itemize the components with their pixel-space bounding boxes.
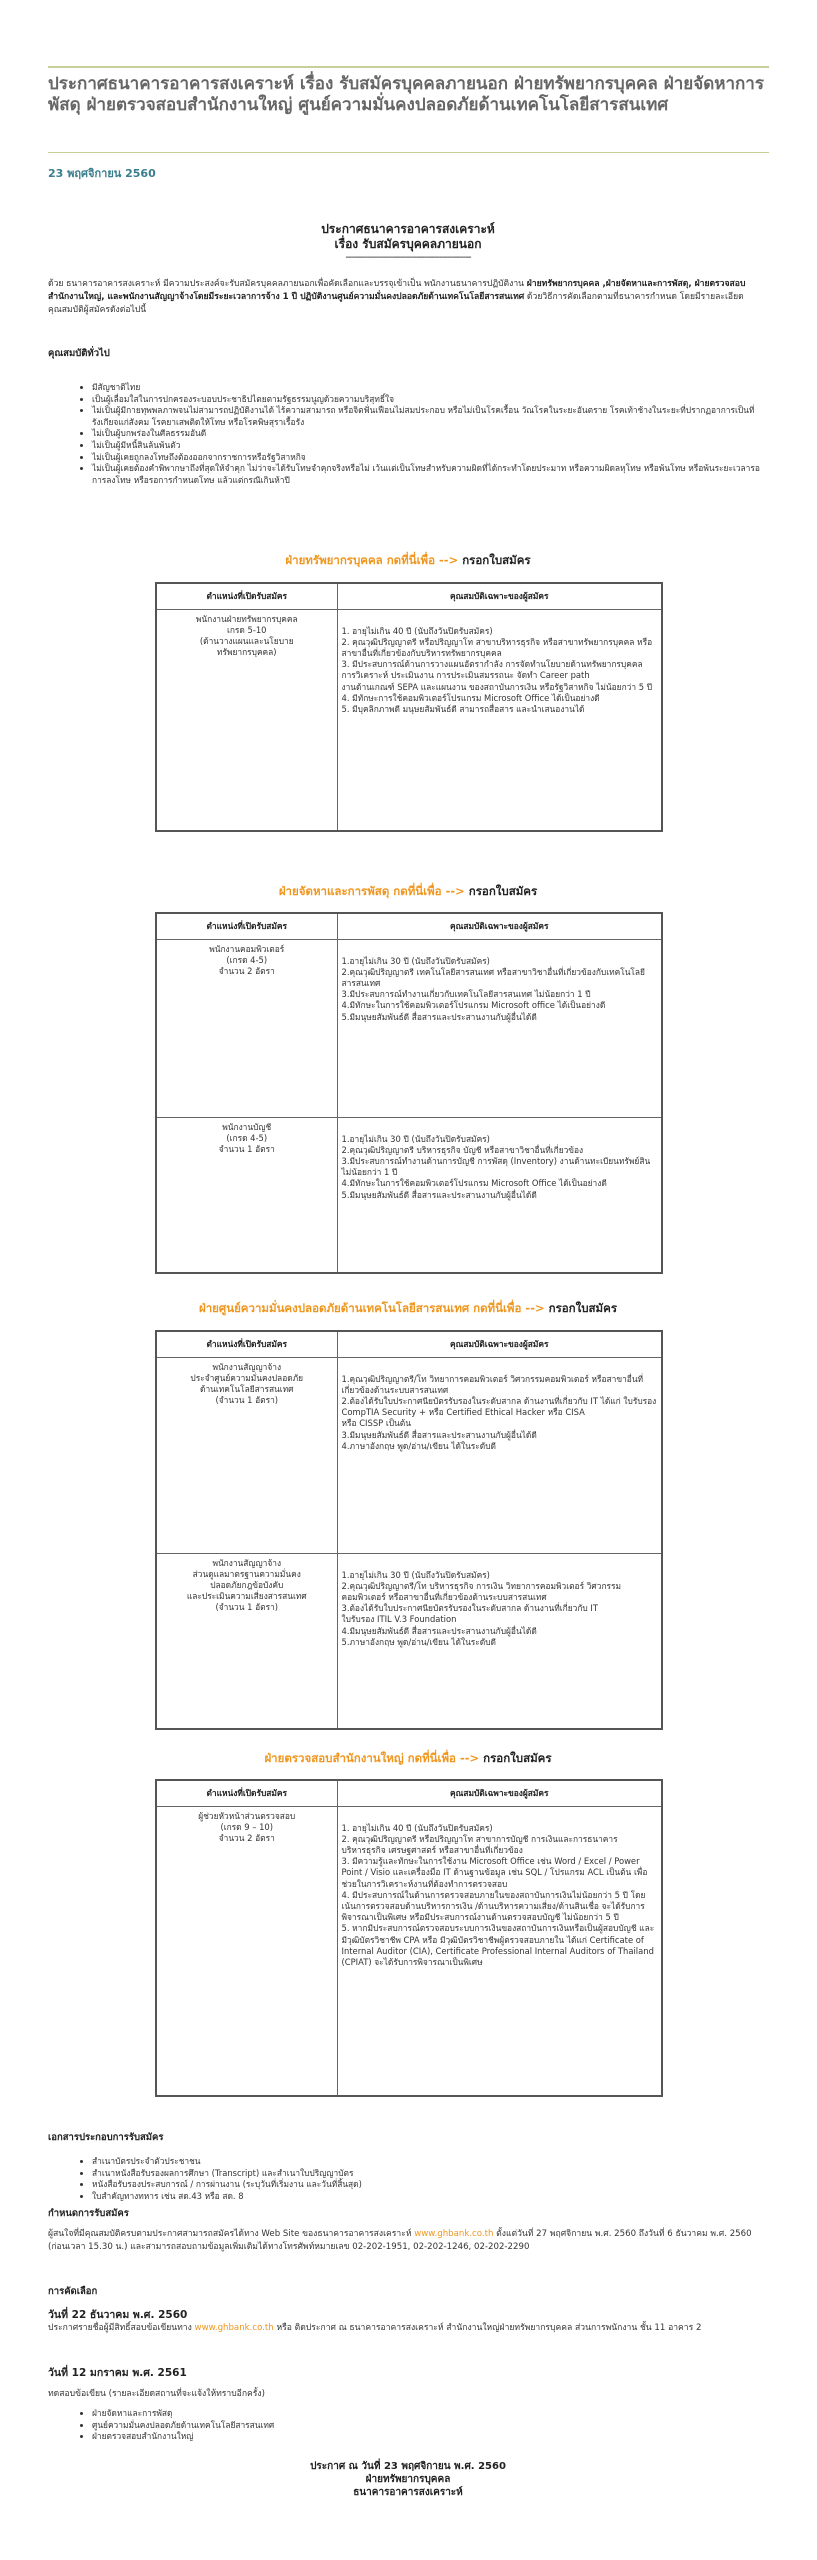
position-line: พนักงานบัญชี <box>222 1121 272 1132</box>
qualification-line: 5. หากมีประสบการณ์ตรวจสอบระบบการเงินของสถาบันการเงินหรือเป็นผู้สอบบัญชี และมีวุฒิบัตรวิชาชีพ CPA หรือ มีวุฒิบัตรวิชาชีพผู้ตรวจสอบภายใน ได้แก่ Certificate of Internal Auditor (CIA), Certificate Professional Internal Auditors of Thailand (CPIAT) จะได้รับการพิจารณาเป็นพิเศษ <box>341 1923 655 1967</box>
qualification-line: 3. มีประสบการณ์ด้านการวางแผนอัตรากำลัง การจัดทำนโยบายด้านทรัพยากรบุคคล <box>341 659 643 670</box>
post-date: 23 พฤศจิกายน 2560 <box>48 167 156 180</box>
qualification-line: 3.มีประสบการณ์ทำงานด้านการบัญชี การพัสดุ (Inventory) งานด้านทะเบียนทรัพย์สินไม่น้อยกว่า 1 ปี <box>341 1155 651 1178</box>
position-cell <box>156 1117 337 1273</box>
website-link[interactable]: www.ghbank.co.th <box>414 2229 494 2239</box>
intro-lead: ด้วย ธนาคารอาคารสงเคราะห์ มีความประสงค์จะรับสมัครบุคคลภายนอกเพื่อคัดเลือกและบรรจุเข้าเป็น พนักงานธนาคารปฏิบัติงาน <box>48 279 527 289</box>
table-header-position: ตำแหน่งที่เปิดรับสมัคร <box>156 583 337 609</box>
qualification-line: 4.ภาษาอังกฤษ พูด/อ่าน/เขียน ได้ในระดับดี <box>341 1440 496 1451</box>
position-line: ปลอดภัยกฎข้อบังคับ <box>210 1579 284 1590</box>
table-header-position: ตำแหน่งที่เปิดรับสมัคร <box>156 1331 337 1357</box>
announcement-footer <box>48 2460 768 2499</box>
apply-form-link[interactable]: กรอกใบสมัคร <box>462 553 531 567</box>
selection-label: การคัดเลือก <box>48 2286 98 2297</box>
qualification-line: 4. มีทักษะการใช้คอมพิวเตอร์โปรแกรม Microsoft Office ได้เป็นอย่างดี <box>341 692 600 703</box>
selection-date-1: วันที่ 22 ธันวาคม พ.ศ. 2560 <box>48 2309 188 2321</box>
click-text: กดที่นี่เพื่อ --> <box>382 553 463 567</box>
table-header-position: ตำแหน่งที่เปิดรับสมัคร <box>156 1780 337 1806</box>
list-item: • ไม่เป็นผู้มีกายทุพพลภาพจนไม่สามารถปฏิบัติงานได้ ไร้ความสามารถ หรือจิตฟั่นเฟือนไม่สมประกอบ หรือไม่เป็นโรคเรื้อน วัณโรคในระยะอันตราย โรคเท้าช้างในระยะที่ปรากฏอาการเป็นที่รังเกียจแก่สังคม โรคยาเสพติดให้โทษ หรือโรคพิษสุราเรื้อรัง <box>92 405 768 428</box>
position-line: (เกรด 4-5) <box>226 1132 268 1143</box>
position-line: ด้านเทคโนโลยีสารสนเทศ <box>200 1383 294 1394</box>
apply-form-link[interactable]: กรอกใบสมัคร <box>468 884 538 898</box>
department-link-it-security[interactable] <box>199 1301 549 1315</box>
qualification-line: 5.มีมนุษยสัมพันธ์ดี สื่อสารและประสานงานกับผู้อื่นได้ดี <box>341 1189 537 1200</box>
list-item: • มีสัญชาติไทย <box>92 382 768 394</box>
position-line: (จำนวน 1 อัตรา) <box>215 1602 279 1613</box>
table-header-position: ตำแหน่งที่เปิดรับสมัคร <box>156 913 337 939</box>
application-text-lead: ผู้สนใจที่มีคุณสมบัติครบตามประกาศสามารถสมัครได้ทาง Web Site ของธนาคารอาคารสงเคราะห์ <box>48 2229 415 2239</box>
table-header-qualification: คุณสมบัติเฉพาะของผู้สมัคร <box>337 913 662 939</box>
list-item: • ฝ่ายจัดหาและการพัสดุ <box>92 2408 768 2420</box>
general-qualifications-label: คุณสมบัติทั่วไป <box>48 348 110 359</box>
qualification-line: 4.มีทักษะในการใช้คอมพิวเตอร์โปรแกรม Microsoft Office ได้เป็นอย่างดี <box>341 1178 607 1189</box>
position-line: ทรัพยากรบุคคล) <box>216 647 277 658</box>
qualification-line: 1.อายุไม่เกิน 30 ปี (นับถึงวันปิดรับสมัคร) <box>341 955 490 966</box>
page-title: ประกาศธนาคารอาคารสงเคราะห์ เรื่อง รับสมัครบุคคลภายนอก ฝ่ายทรัพยากรบุคคล ฝ่ายจัดหาการพัสดุ ฝ่ายตรวจสอบสำนักงานใหญ่ ศูนย์ความมั่นคงปลอดภัยด้านเทคโนโลยีสารสนเทศ <box>48 74 764 115</box>
documents-label: เอกสารประกอบการรับสมัคร <box>48 2132 164 2143</box>
position-line: (ด้านวางแผนและนโยบาย <box>199 635 294 646</box>
list-item: • ศูนย์ความมั่นคงปลอดภัยด้านเทคโนโลยีสารสนเทศ <box>92 2420 768 2432</box>
department-name: ฝ่ายศูนย์ความมั่นคงปลอดภัยด้านเทคโนโลยีสารสนเทศ <box>198 1301 470 1315</box>
top-divider <box>48 66 769 68</box>
qualification-line: 4. มีประสบการณ์ในด้านการตรวจสอบภายในของสถาบันการเงินไม่น้อยกว่า 5 ปี โดยเน้นการตรวจสอบด้านบริหารการเงิน /ด้านบริหารความเสี่ยง/ด้านสินเชื่อ จะได้รับการพิจารณาเป็นพิเศษ หรือมีประสบการณ์งานด้านตรวจสอบบัญชี ไม่น้อยกว่า 5 ปี <box>341 1889 646 1923</box>
table-header-qualification: คุณสมบัติเฉพาะของผู้สมัคร <box>337 1331 662 1357</box>
selection-paragraph-1 <box>48 2322 768 2335</box>
qualification-line: 4.มีมนุษยสัมพันธ์ดี สื่อสารและประสานงานกับผู้อื่นได้ดี <box>341 1625 537 1636</box>
positions-table-procurement <box>155 912 663 1274</box>
department-name: ฝ่ายทรัพยากรบุคคล <box>285 553 383 567</box>
general-qualifications-list <box>48 382 768 486</box>
qualification-line: 1. อายุไม่เกิน 40 ปี (นับถึงวันปิดรับสมัคร) <box>341 625 493 636</box>
position-line: จำนวน 1 อัตรา <box>218 1143 275 1154</box>
list-item: • ไม่เป็นผู้มีหนี้สินล้นพ้นตัว <box>92 440 768 452</box>
list-item: • สำเนาบัตรประจำตัวประชาชน <box>92 2156 768 2168</box>
position-line: จำนวน 2 อัตรา <box>218 965 275 976</box>
department-link-audit[interactable] <box>264 1751 483 1765</box>
intro-bold: ฝ่ายทรัพยากรบุคคล ,ฝ่ายจัดหาและการพัสดุ, ฝ่ายตรวจสอบสำนักงานใหญ่, และพนักงานสัญญาจ้างโดยมีระยะเวลาการจ้าง 1 ปี ปฏิบัติงานศูนย์ความมั่นคงปลอดภัยด้านเทคโนโลยีสารสนเทศ <box>48 279 746 302</box>
click-text: กดที่นี่เพื่อ --> <box>469 1301 549 1315</box>
position-cell <box>156 939 337 1117</box>
position-line: พนักงานคอมพิวเตอร์ <box>209 943 285 954</box>
documents-list <box>48 2156 768 2202</box>
qualification-line: 1. อายุไม่เกิน 40 ปี (นับถึงวันปิดรับสมัคร) <box>341 1822 493 1833</box>
position-line: (เกรด 9 – 10) <box>220 1821 274 1832</box>
list-item: • สำเนาหนังสือรับรองผลการศึกษา (Transcript) และสำเนาใบปริญญาบัตร <box>92 2168 768 2180</box>
department-name: ฝ่ายตรวจสอบสำนักงานใหญ่ <box>264 1751 404 1765</box>
footer-organization: ธนาคารอาคารสงเคราะห์ <box>353 2487 463 2498</box>
announcement-heading: ประกาศธนาคารอาคารสงเคราะห์ <box>321 222 495 236</box>
apply-form-link[interactable]: กรอกใบสมัคร <box>483 1751 552 1765</box>
qualification-cell <box>337 1806 662 2096</box>
positions-table-hr <box>155 582 663 832</box>
position-cell <box>156 609 337 831</box>
qualification-line: 1.อายุไม่เกิน 30 ปี (นับถึงวันปิดรับสมัคร) <box>341 1569 490 1580</box>
position-line: และประเมินความเสี่ยงสารสนเทศ <box>186 1591 307 1602</box>
qualification-cell <box>337 1117 662 1273</box>
position-line: ส่วนดูแลมาตรฐานความมั่นคง <box>192 1568 301 1579</box>
qualification-line: 4.มีทักษะในการใช้คอมพิวเตอร์โปรแกรม Microsoft office ได้เป็นอย่างดี <box>341 1000 606 1011</box>
intro-paragraph <box>48 278 768 317</box>
qualification-line: 1.คุณวุฒิปริญญาตรี/โท วิทยาการคอมพิวเตอร์ วิศวกรรมคอมพิวเตอร์ หรือสาขาอื่นที่เกี่ยวข้องด้านระบบสารสนเทศ <box>341 1373 644 1395</box>
list-item: • ไม่เป็นผู้เคยต้องคำพิพากษาถึงที่สุดให้จำคุก ไม่ว่าจะได้รับโทษจำคุกจริงหรือไม่ เว้นแต่เป็นโทษสำหรับความผิดที่ได้กระทำโดยประมาท หรือความผิดลหุโทษ หรือพ้นโทษ หรือพ้นระยะเวลารอการลงโทษ หรือรอการกำหนดโทษ แล้วแต่กรณีเกินห้าปี <box>92 463 768 486</box>
qualification-cell <box>337 1553 662 1729</box>
table-row <box>156 609 662 831</box>
apply-form-link[interactable]: กรอกใบสมัคร <box>548 1301 618 1315</box>
announcement-subject: เรื่อง รับสมัครบุคคลภายนอก <box>334 237 482 251</box>
positions-table-audit <box>155 1779 663 2097</box>
qualification-line: 3.มีประสบการณ์ทำงานเกี่ยวกับเทคโนโลยีสารสนเทศ ไม่น้อยกว่า 1 ปี <box>341 989 591 1000</box>
position-line: (จำนวน 1 อัตรา) <box>215 1395 279 1406</box>
qualification-line: การวิเคราะห์ ประเมินงาน การประเมินสมรรถนะ จัดทำ Career path <box>341 670 590 681</box>
position-line: เกรด 5-10 <box>226 624 267 635</box>
department-name: ฝ่ายจัดหาและการพัสดุ <box>278 884 390 898</box>
selection-paragraph-2: ทดสอบข้อเขียน (รายละเอียดสถานที่จะแจ้งให้ทราบอีกครั้ง) <box>48 2389 265 2399</box>
qualification-line: 5.ภาษาอังกฤษ พูด/อ่าน/เขียน ได้ในระดับดี <box>341 1636 496 1647</box>
footer-department: ฝ่ายทรัพยากรบุคคล <box>365 2474 451 2485</box>
list-item: • ใบสำคัญทางทหาร เช่น สด.43 หรือ สด. 8 <box>92 2191 768 2203</box>
application-schedule-label: กำหนดการรับสมัคร <box>48 2208 129 2219</box>
list-item: • หนังสือรับรองประสบการณ์ / การผ่านงาน (ระบุวันที่เริ่มงาน และวันที่สิ้นสุด) <box>92 2179 768 2191</box>
website-link[interactable]: www.ghbank.co.th <box>194 2323 274 2333</box>
position-line: พนักงานสัญญาจ้าง <box>212 1361 282 1372</box>
position-line: (เกรด 4-5) <box>226 954 268 965</box>
table-row <box>156 1553 662 1729</box>
table-header-qualification: คุณสมบัติเฉพาะของผู้สมัคร <box>337 583 662 609</box>
position-line: จำนวน 2 อัตรา <box>218 1832 275 1843</box>
department-heading-procurement <box>48 883 768 901</box>
table-row <box>156 1117 662 1273</box>
qualification-line: 2. คุณวุฒิปริญญาตรี หรือปริญญาโท สาขาบริหารธุรกิจ หรือสาขาทรัพยากรบุคคล หรือ <box>341 636 653 647</box>
qualification-line: 1.อายุไม่เกิน 30 ปี (นับถึงวันปิดรับสมัคร) <box>341 1133 490 1144</box>
qualification-line: หรือ CISSP เป็นต้น <box>341 1418 411 1429</box>
list-item: • เป็นผู้เลื่อมใสในการปกครองระบอบประชาธิปไตยตามรัฐธรรมนูญด้วยความบริสุทธิ์ใจ <box>92 394 768 406</box>
department-heading-audit <box>48 1750 768 1768</box>
click-text: กดที่นี่เพื่อ --> <box>403 1751 484 1765</box>
table-row <box>156 1806 662 2096</box>
exam-departments-list <box>48 2408 768 2443</box>
selection-text-tail: หรือ ติดประกาศ ณ ธนาคารอาคารสงเคราะห์ สำนักงานใหญ่ฝ่ายทรัพยากรบุคคล ส่วนการพนักงาน ชั้น 11 อาคาร 2 <box>273 2323 702 2333</box>
positions-table-it-security <box>155 1330 663 1730</box>
position-line: ผู้ช่วยหัวหน้าส่วนตรวจสอบ <box>198 1810 296 1821</box>
list-item: • ฝ่ายตรวจสอบสำนักงานใหญ่ <box>92 2431 768 2443</box>
department-heading-hr <box>48 552 768 570</box>
table-row <box>156 1357 662 1553</box>
table-row <box>156 939 662 1117</box>
position-cell <box>156 1806 337 2096</box>
list-item: • ไม่เป็นผู้เคยถูกลงโทษถึงต้องออกจากราชการหรือรัฐวิสาหกิจ <box>92 452 768 464</box>
qualification-line: 5. มีบุคลิกภาพดี มนุษยสัมพันธ์ดี สามารถสื่อสาร และนำเสนองานได้ <box>341 703 585 714</box>
qualification-line: 5.มีมนุษยสัมพันธ์ดี สื่อสารและประสานงานกับผู้อื่นได้ดี <box>341 1011 537 1022</box>
position-line: พนักงานสัญญาจ้าง <box>212 1557 282 1568</box>
application-paragraph <box>48 2228 768 2253</box>
qualification-line: 2.คุณวุฒิปริญญาตรี เทคโนโลยีสารสนเทศ หรือสาขาวิชาอื่นที่เกี่ยวข้องกับเทคโนโลยีสารสนเทศ <box>341 966 645 988</box>
department-heading-it-security <box>48 1300 768 1318</box>
department-link-procurement[interactable] <box>279 884 469 898</box>
qualification-line: ใบรับรอง ITIL V.3 Foundation <box>341 1614 457 1625</box>
position-line: ประจำศูนย์ความมั่นคงปลอดภัย <box>190 1372 304 1383</box>
announcement-divider: ------------------------------------------------ <box>345 252 471 263</box>
list-item: • ไม่เป็นผู้บกพร่องในศีลธรรมอันดี <box>92 428 768 440</box>
qualification-line: 2.ต้องได้รับใบประกาศนียบัตรรับรองในระดับสากล ด้านงานที่เกี่ยวกับ IT ได้แก่ ใบรับรอง CompTIA Security + หรือ Certified Ethical Hacker หรือ CISA <box>341 1395 657 1418</box>
qualification-line: สาขาอื่นที่เกี่ยวข้องกับบริหารทรัพยากรบุคคล <box>341 647 502 658</box>
qualification-line: 2.คุณวุฒิปริญญาตรี บริหารธุรกิจ บัญชี หรือสาขาวิชาอื่นที่เกี่ยวข้อง <box>341 1144 584 1155</box>
qualification-line: 2. คุณวุฒิปริญญาตรี หรือปริญญาโท สาขาการบัญชี การเงินและการธนาคาร บริหารธุรกิจ เศรษฐศาสตร์ หรือสาขาอื่นที่เกี่ยวข้อง <box>341 1833 618 1855</box>
qualification-cell <box>337 609 662 831</box>
qualification-line: งานด้านเกณฑ์ SEPA และแผนงาน ของสถาบันการเงิน หรือรัฐวิสาหกิจ ไม่น้อยกว่า 5 ปี <box>341 681 653 692</box>
intro-tail: ด้วยวิธีการคัดเลือกตามที่ธนาคารกำหนด โดยมีรายละเอียดคุณสมบัติผู้สมัครดังต่อไปนี้ <box>48 292 744 315</box>
qualification-line: 3. มีความรู้และทักษะในการใช้งาน Microsoft Office เช่น Word / Excel / Power Point / Visio และเครื่องมือ IT ด้านฐานข้อมูล เช่น SQL / โปรแกรม ACL เป็นต้น เพื่อช่วยในการวิเคราะห์งานที่ต้องทำการตรวจสอบ <box>341 1856 648 1889</box>
qualification-line: 3.ต้องได้รับใบประกาศนียบัตรรับรองในระดับสากล ด้านงานที่เกี่ยวกับ IT <box>341 1603 598 1614</box>
footer-date: ประกาศ ณ วันที่ 23 พฤศจิกายน พ.ศ. 2560 <box>310 2461 506 2472</box>
qualification-line: 3.มีมนุษยสัมพันธ์ดี สื่อสารและประสานงานกับผู้อื่นได้ดี <box>341 1429 537 1440</box>
department-link-hr[interactable] <box>285 553 462 567</box>
application-text-tail: ตั้งแต่วันที่ 27 พฤศจิกายน พ.ศ. 2560 ถึงวันที่ 6 ธันวาคม พ.ศ. 2560 (ก่อนเวลา 15.30 น.) และสามารถสอบถามข้อมูลเพิ่มเติมได้ทางโทรศัพท์หมายเลข 02-202-1951, 02-202-1246, 02-202-2290 <box>48 2229 752 2252</box>
qualification-cell <box>337 1357 662 1553</box>
selection-date-2: วันที่ 12 มกราคม พ.ศ. 2561 <box>48 2367 187 2379</box>
selection-text-lead: ประกาศรายชื่อผู้มีสิทธิ์สอบข้อเขียนทาง <box>48 2323 195 2333</box>
table-header-qualification: คุณสมบัติเฉพาะของผู้สมัคร <box>337 1780 662 1806</box>
position-line: พนักงานฝ่ายทรัพยากรบุคคล <box>195 613 298 624</box>
click-text: กดที่นี่เพื่อ --> <box>389 884 469 898</box>
qualification-line: 2.คุณวุฒิปริญญาตรี/โท บริหารธุรกิจ การเงิน วิทยาการคอมพิวเตอร์ วิศวกรรมคอมพิวเตอร์ หรือสาขาอื่นที่เกี่ยวข้องด้านระบบสารสนเทศ <box>341 1580 622 1602</box>
position-cell <box>156 1357 337 1553</box>
position-cell <box>156 1553 337 1729</box>
title-divider <box>48 152 769 153</box>
qualification-cell <box>337 939 662 1117</box>
